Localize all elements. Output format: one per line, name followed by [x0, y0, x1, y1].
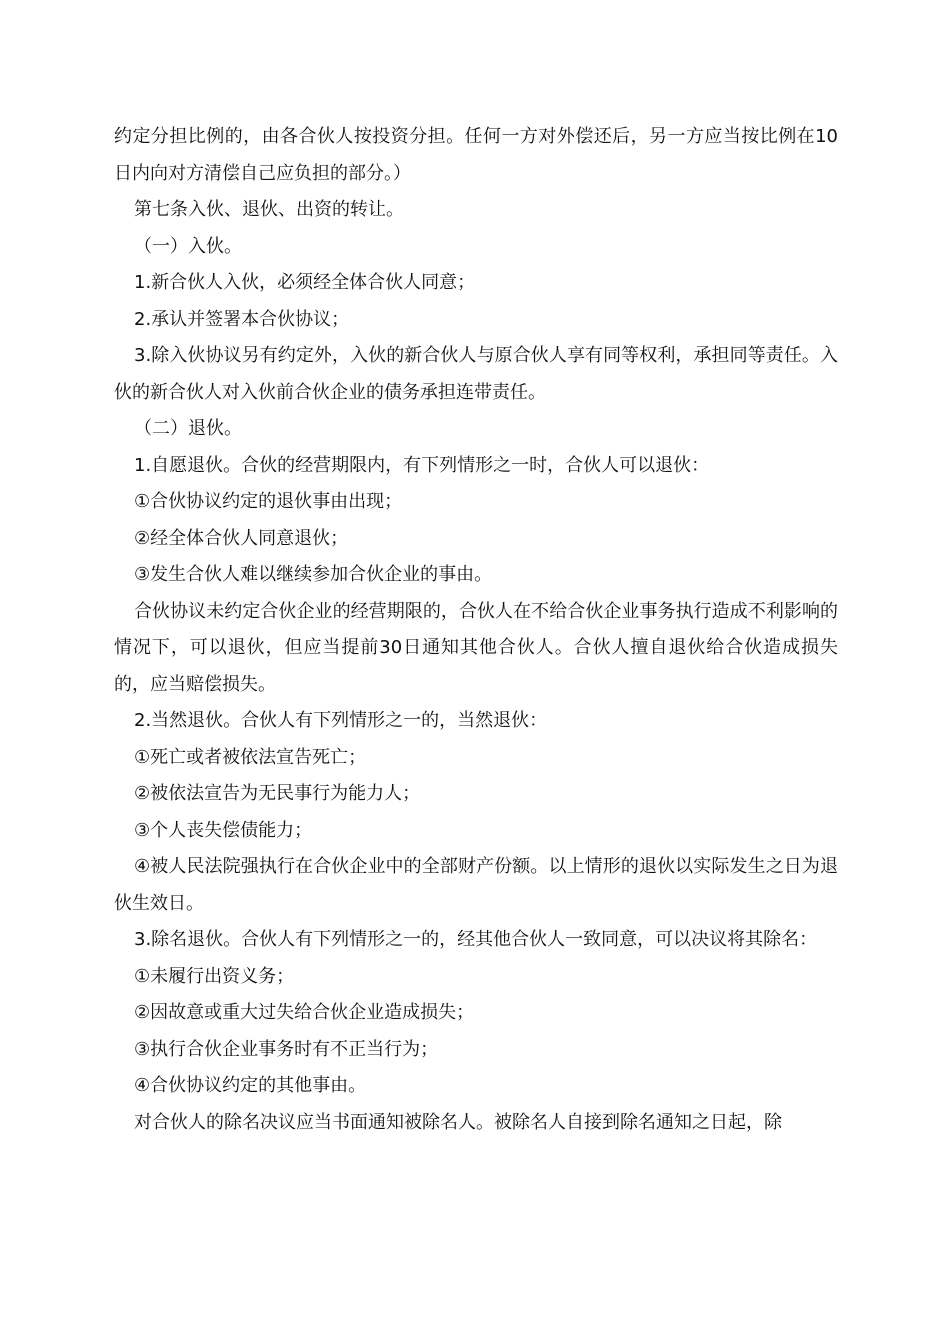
list-item: 2.当然退伙。合伙人有下列情形之一的，当然退伙： [134, 710, 548, 731]
sub-list-item: ③个人丧失偿债能力； [134, 819, 313, 841]
document-body [114, 119, 838, 1141]
paragraph: 对合伙人的除名决议应当书面通知被除名人。被除名人自接到除名通知之日起，除 [134, 1111, 782, 1133]
sub-list-item: ③执行合伙企业事务时有不正当行为； [134, 1038, 439, 1060]
sub-list-item: ④合伙协议约定的其他事由。 [134, 1075, 367, 1096]
article-heading: 第七条入伙、退伙、出资的转让。 [134, 199, 404, 220]
sub-list-item: ①未履行出资义务； [134, 965, 295, 987]
sub-list-item: ②被依法宣告为无民事行为能力人； [134, 783, 421, 804]
list-item: 2.承认并签署本合伙协议； [134, 308, 350, 330]
sub-list-item: ②经全体合伙人同意退伙； [134, 527, 349, 549]
list-item: 1.自愿退伙。合伙的经营期限内，有下列情形之一时，合伙人可以退伙： [134, 454, 710, 476]
sub-list-item: ④被人民法院强执行在合伙企业中的全部财产份额。以上情形的退伙以实际发生之日为退伙生效日。 [114, 856, 838, 914]
list-item: 3.除名退伙。合伙人有下列情形之一的，经其他合伙人一致同意，可以决议将其除名： [134, 929, 818, 950]
list-item: 1.新合伙人入伙，必须经全体合伙人同意； [134, 272, 476, 293]
sub-list-item: ①死亡或者被依法宣告死亡； [134, 746, 367, 768]
sub-list-item: ③发生合伙人难以继续参加合伙企业的事由。 [134, 564, 493, 585]
section-heading: （二）退伙。 [134, 418, 242, 439]
section-heading: （一）入伙。 [134, 235, 242, 257]
list-item: 3.除入伙协议另有约定外，入伙的新合伙人与原合伙人享有同等权利，承担同等责任。入伙的新合伙人对入伙前合伙企业的债务承担连带责任。 [114, 345, 838, 403]
paragraph: 约定分担比例的，由各合伙人按投资分担。任何一方对外偿还后，另一方应当按比例在10日内向对方清偿自己应负担的部分。） [114, 126, 838, 184]
sub-list-item: ②因故意或重大过失给合伙企业造成损失； [134, 1002, 475, 1023]
paragraph: 合伙协议未约定合伙企业的经营期限的，合伙人在不给合伙企业事务执行造成不利影响的情况下，可以退伙，但应当提前30日通知其他合伙人。合伙人擅自退伙给合伙造成损失的，应当赔偿损失。 [114, 600, 838, 695]
sub-list-item: ①合伙协议约定的退伙事由出现； [134, 491, 403, 512]
